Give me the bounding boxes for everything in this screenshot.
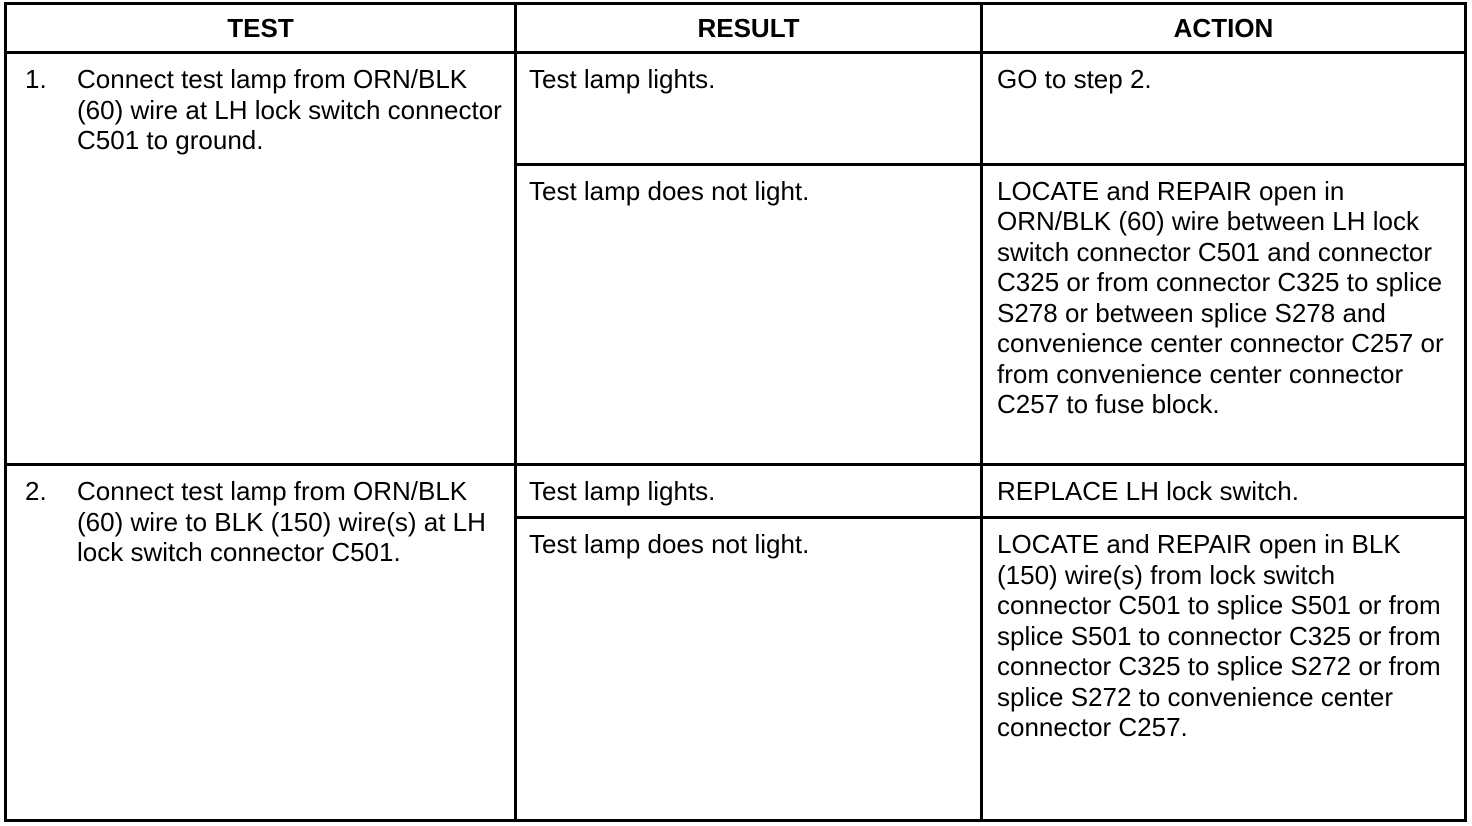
action-text: REPLACE LH lock switch. [997, 476, 1299, 507]
result-cell [516, 164, 982, 465]
step-test-text: Connect test lamp from ORN/BLK (60) wire at LH lock switch connector C501 to ground. [77, 64, 502, 155]
header-row [6, 4, 1466, 53]
action-cell [982, 518, 1466, 821]
action-cell [982, 465, 1466, 518]
action-text: LOCATE and REPAIR open in ORN/BLK (60) wire between LH lock switch connector C501 and connector C325 or from connector C325 to splice S278 or between splice S278 and convenience center connector C257 or from convenience center connector C257 to fuse block. [997, 175, 1444, 420]
action-cell [982, 164, 1466, 465]
result-text: Test lamp does not light. [529, 175, 810, 206]
result-cell [516, 518, 982, 821]
step-2-test-cell [6, 465, 516, 821]
result-cell [516, 53, 982, 165]
action-cell [982, 53, 1466, 165]
diagnostic-table [4, 2, 1467, 822]
step-1-test-cell [6, 53, 516, 465]
table-row [6, 465, 1466, 518]
header-test: TEST [6, 4, 516, 53]
table-row [6, 53, 1466, 165]
result-cell [516, 465, 982, 518]
result-text: Test lamp lights. [529, 64, 716, 94]
step-test-text: Connect test lamp from ORN/BLK (60) wire to BLK (150) wire(s) at LH lock switch connector C501. [77, 476, 486, 568]
header-result: RESULT [516, 4, 982, 53]
action-text: GO to step 2. [997, 64, 1152, 94]
action-text: LOCATE and REPAIR open in BLK (150) wire(s) from lock switch connector C501 to splice S501 or from splice S501 to connector C325 or from connector C325 to splice S272 or from splice S272 to convenience center connector C257. [997, 529, 1441, 743]
result-text: Test lamp does not light. [529, 529, 810, 560]
step-number: 1. [25, 64, 47, 94]
header-action: ACTION [982, 4, 1466, 53]
result-text: Test lamp lights. [529, 476, 716, 507]
step-number: 2. [25, 476, 47, 507]
